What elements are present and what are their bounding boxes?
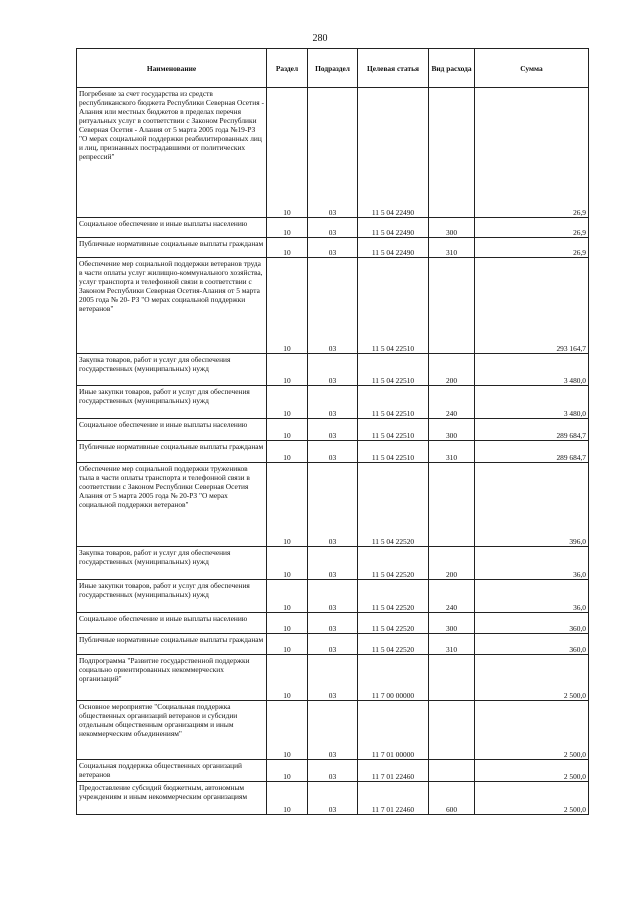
header-section: Раздел [267, 49, 308, 88]
budget-table [76, 48, 589, 815]
row-subsection: 03 [308, 580, 358, 613]
header-subsection: Подраздел [308, 49, 358, 88]
row-amount: 289 684,7 [475, 419, 589, 441]
page-number: 280 [312, 33, 328, 44]
table-header-row [77, 49, 589, 88]
row-section: 10 [267, 613, 308, 634]
row-name: Социальное обеспечение и иные выплаты населению [77, 613, 267, 634]
row-subsection: 03 [308, 386, 358, 419]
header-amount: Сумма [475, 49, 589, 88]
row-expense-type: 310 [429, 238, 475, 258]
row-section: 10 [267, 386, 308, 419]
row-name: Публичные нормативные социальные выплаты гражданам [77, 441, 267, 463]
row-name: Закупка товаров, работ и услуг для обеспечения государственных (муниципальных) нужд [77, 547, 267, 580]
row-name: Обеспечение мер социальной поддержки ветеранов труда в части оплаты услуг жилищно-коммунального хозяйства, услуг транспорта и телефонной связи в соответствии с Законом Республики Северная Осетия-Алания от 5 марта 2005 года № 20- РЗ "О мерах социальной поддержки ветеранов" [77, 258, 267, 354]
row-amount: 3 480,0 [475, 354, 589, 386]
row-name: Публичные нормативные социальные выплаты гражданам [77, 634, 267, 655]
table-row [77, 547, 589, 580]
row-name: Обеспечение мер социальной поддержки тружеников тыла в части оплаты транспорта и телефонной связи в соответствии с Законом Республики Северная Осетия Алания от 5 марта 2005 года № 20-РЗ "О мерах социальной поддержки ветеранов" [77, 463, 267, 547]
row-subsection: 03 [308, 88, 358, 218]
row-expense-type: 200 [429, 547, 475, 580]
row-expense-type: 200 [429, 354, 475, 386]
row-subsection: 03 [308, 419, 358, 441]
row-expense-type: 300 [429, 419, 475, 441]
row-subsection: 03 [308, 258, 358, 354]
row-name: Иные закупки товаров, работ и услуг для обеспечения государственных (муниципальных) нужд [77, 386, 267, 419]
row-expense-type [429, 760, 475, 782]
row-amount: 36,0 [475, 547, 589, 580]
row-expense-type: 300 [429, 218, 475, 238]
row-amount: 396,0 [475, 463, 589, 547]
row-section: 10 [267, 258, 308, 354]
row-name: Иные закупки товаров, работ и услуг для обеспечения государственных (муниципальных) нужд [77, 580, 267, 613]
row-target-item: 11 5 04 22510 [358, 354, 429, 386]
row-subsection: 03 [308, 634, 358, 655]
row-section: 10 [267, 88, 308, 218]
row-name: Подпрограмма "Развитие государственной поддержки социально ориентированных некоммерческих организаций" [77, 655, 267, 701]
row-amount: 289 684,7 [475, 441, 589, 463]
row-section: 10 [267, 701, 308, 760]
row-expense-type: 600 [429, 782, 475, 815]
row-amount: 2 500,0 [475, 701, 589, 760]
row-subsection: 03 [308, 701, 358, 760]
row-section: 10 [267, 419, 308, 441]
table-row [77, 258, 589, 354]
row-target-item: 11 5 04 22490 [358, 218, 429, 238]
table-row [77, 238, 589, 258]
row-expense-type [429, 463, 475, 547]
row-target-item: 11 5 04 22520 [358, 634, 429, 655]
row-section: 10 [267, 238, 308, 258]
row-target-item: 11 5 04 22520 [358, 547, 429, 580]
row-expense-type [429, 655, 475, 701]
row-name: Социальное обеспечение и иные выплаты населению [77, 218, 267, 238]
row-amount: 293 164,7 [475, 258, 589, 354]
row-section: 10 [267, 782, 308, 815]
table-row [77, 655, 589, 701]
row-section: 10 [267, 760, 308, 782]
row-target-item: 11 5 04 22510 [358, 419, 429, 441]
row-amount: 2 500,0 [475, 782, 589, 815]
row-amount: 3 480,0 [475, 386, 589, 419]
row-expense-type [429, 88, 475, 218]
table-row [77, 760, 589, 782]
table-row [77, 88, 589, 218]
row-amount: 2 500,0 [475, 760, 589, 782]
row-subsection: 03 [308, 441, 358, 463]
row-target-item: 11 5 04 22510 [358, 441, 429, 463]
row-amount: 2 500,0 [475, 655, 589, 701]
row-amount: 26,9 [475, 238, 589, 258]
row-subsection: 03 [308, 655, 358, 701]
row-expense-type [429, 701, 475, 760]
row-target-item: 11 7 01 00000 [358, 701, 429, 760]
row-subsection: 03 [308, 760, 358, 782]
row-section: 10 [267, 441, 308, 463]
header-name: Наименование [77, 49, 267, 88]
row-expense-type [429, 258, 475, 354]
row-subsection: 03 [308, 463, 358, 547]
row-section: 10 [267, 354, 308, 386]
row-amount: 360,0 [475, 634, 589, 655]
table-row [77, 701, 589, 760]
row-section: 10 [267, 463, 308, 547]
row-subsection: 03 [308, 782, 358, 815]
row-name: Социальное обеспечение и иные выплаты населению [77, 419, 267, 441]
row-name: Погребение за счет государства из средств республиканского бюджета Республики Северная Осетия - Алания или местных бюджетов в пределах перечня ритуальных услуг в соответствии с Законом Республики Северная Осетия - Алания от 5 марта 2005 года №19-РЗ "О мерах социальной поддержки реабилитированных лиц и лиц, признанных пострадавшими от политических репрессий" [77, 88, 267, 218]
row-target-item: 11 5 04 22510 [358, 386, 429, 419]
row-section: 10 [267, 547, 308, 580]
row-section: 10 [267, 218, 308, 238]
table-row [77, 613, 589, 634]
row-amount: 26,9 [475, 88, 589, 218]
table-row [77, 441, 589, 463]
row-section: 10 [267, 580, 308, 613]
row-name: Публичные нормативные социальные выплаты гражданам [77, 238, 267, 258]
row-name: Предоставление субсидий бюджетным, автономным учреждениям и иным некоммерческим организациям [77, 782, 267, 815]
row-target-item: 11 5 04 22510 [358, 258, 429, 354]
row-subsection: 03 [308, 218, 358, 238]
header-expense-type: Вид расхода [429, 49, 475, 88]
row-expense-type: 240 [429, 386, 475, 419]
table-row [77, 354, 589, 386]
row-subsection: 03 [308, 354, 358, 386]
table-row [77, 218, 589, 238]
row-amount: 360,0 [475, 613, 589, 634]
row-expense-type: 310 [429, 441, 475, 463]
row-target-item: 11 7 01 22460 [358, 782, 429, 815]
table-row [77, 386, 589, 419]
table-row [77, 782, 589, 815]
table-row [77, 463, 589, 547]
row-name: Основное мероприятие "Социальная поддержка общественных организаций ветеранов и субсидии отдельным общественным организациям и иным некоммерческим объединениям" [77, 701, 267, 760]
row-expense-type: 300 [429, 613, 475, 634]
row-name: Социальная поддержка общественных организаций ветеранов [77, 760, 267, 782]
row-target-item: 11 5 04 22520 [358, 463, 429, 547]
row-target-item: 11 5 04 22520 [358, 580, 429, 613]
row-target-item: 11 5 04 22520 [358, 613, 429, 634]
row-subsection: 03 [308, 547, 358, 580]
row-subsection: 03 [308, 238, 358, 258]
row-expense-type: 240 [429, 580, 475, 613]
row-expense-type: 310 [429, 634, 475, 655]
table-row [77, 580, 589, 613]
row-amount: 36,0 [475, 580, 589, 613]
row-target-item: 11 5 04 22490 [358, 238, 429, 258]
row-target-item: 11 7 00 00000 [358, 655, 429, 701]
row-section: 10 [267, 655, 308, 701]
row-name: Закупка товаров, работ и услуг для обеспечения государственных (муниципальных) нужд [77, 354, 267, 386]
row-target-item: 11 7 01 22460 [358, 760, 429, 782]
row-subsection: 03 [308, 613, 358, 634]
header-target-item: Целевая статья [358, 49, 429, 88]
row-target-item: 11 5 04 22490 [358, 88, 429, 218]
row-amount: 26,9 [475, 218, 589, 238]
table-row [77, 419, 589, 441]
row-section: 10 [267, 634, 308, 655]
table-row [77, 634, 589, 655]
